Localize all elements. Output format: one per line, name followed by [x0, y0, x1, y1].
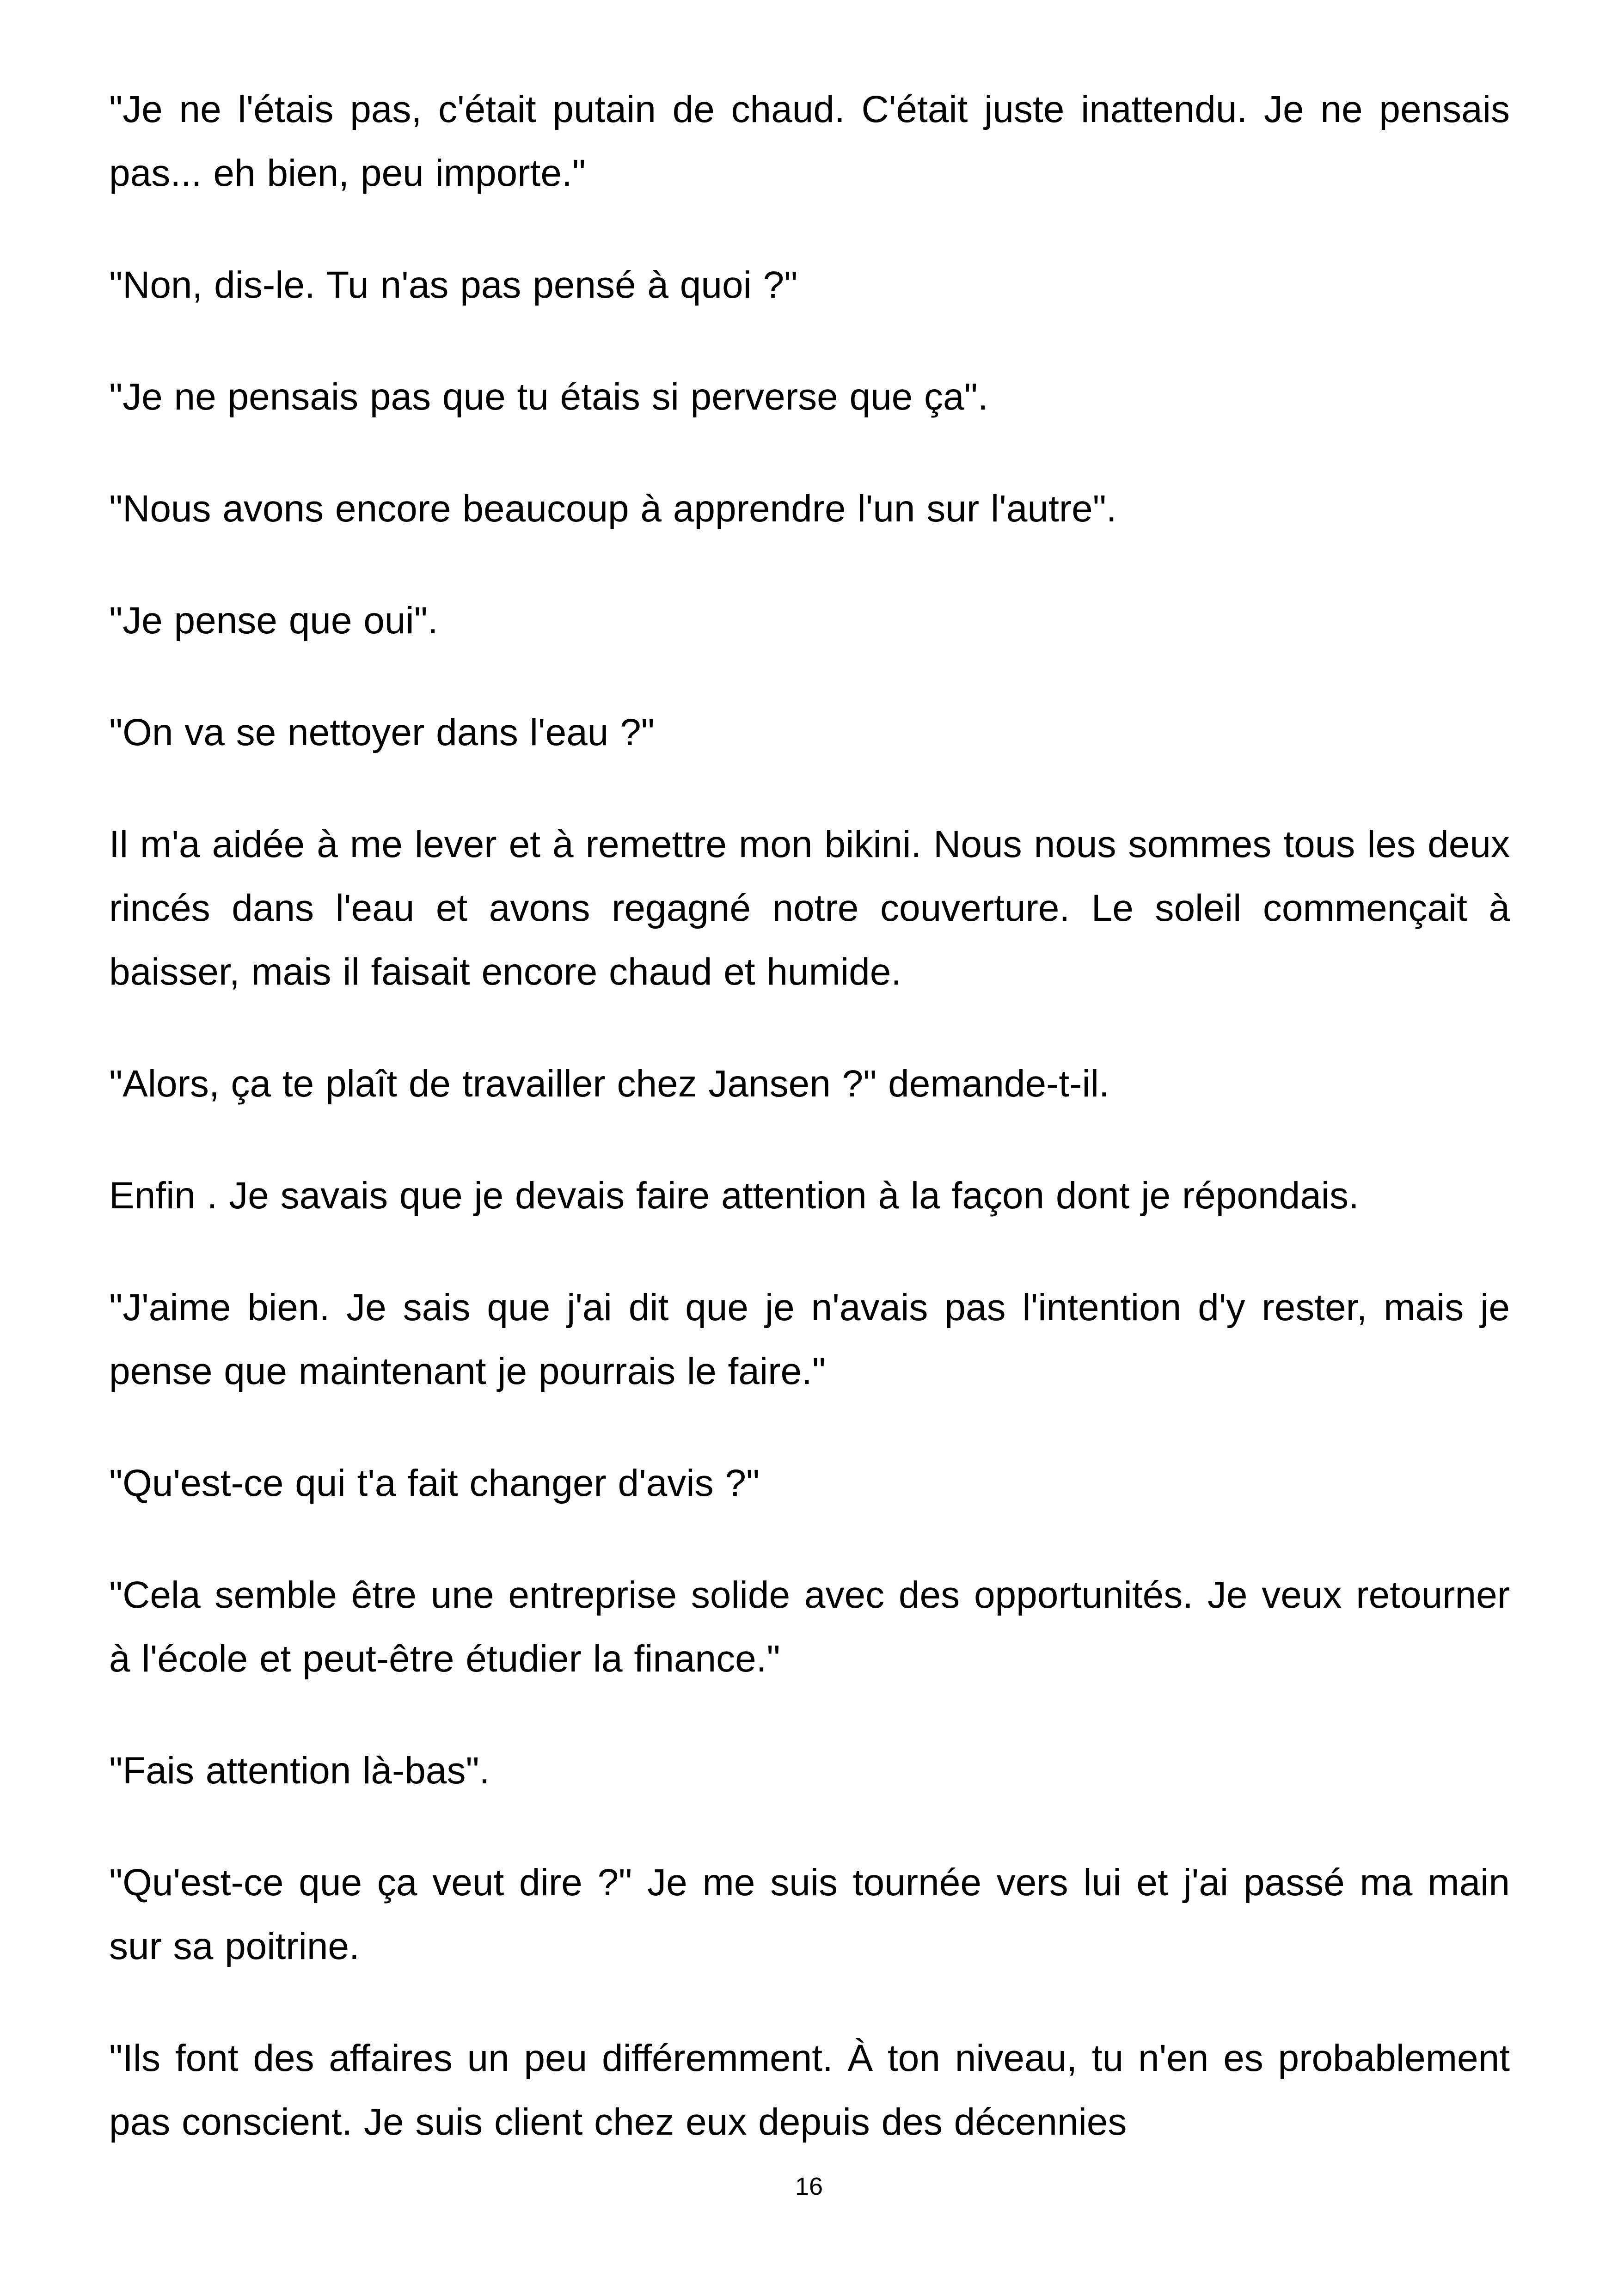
page-body [109, 78, 1510, 2202]
paragraph: Enfin . Je savais que je devais faire attention à la façon dont je répondais. [109, 1175, 1359, 1217]
paragraph: "Non, dis-le. Tu n'as pas pensé à quoi ?" [109, 264, 798, 306]
paragraph: "Qu'est-ce qui t'a fait changer d'avis ?" [109, 1462, 760, 1504]
paragraph: "Qu'est-ce que ça veut dire ?" Je me suis tournée vers lui et j'ai passé ma main sur sa poitrine. [109, 1861, 1510, 1967]
paragraph: "Nous avons encore beaucoup à apprendre l'un sur l'autre". [109, 488, 1117, 530]
paragraph: "On va se nettoyer dans l'eau ?" [109, 711, 655, 753]
paragraph: "J'aime bien. Je sais que j'ai dit que je n'avais pas l'intention d'y rester, mais je pense que maintenant je pourrais le faire." [109, 1286, 1510, 1392]
paragraph: "Je pense que oui". [109, 600, 438, 642]
paragraph: "Ils font des affaires un peu différemment. À ton niveau, tu n'en es probablement pas conscient. Je suis client chez eux depuis des décennies [109, 2037, 1510, 2143]
paragraph: "Cela semble être une entreprise solide avec des opportunités. Je veux retourner à l'école et peut-être étudier la finance." [109, 1574, 1510, 1680]
paragraph: "Alors, ça te plaît de travailler chez Jansen ?" demande-t-il. [109, 1063, 1109, 1105]
paragraph: Il m'a aidée à me lever et à remettre mon bikini. Nous nous sommes tous les deux rincés dans l'eau et avons regagné notre couverture. Le soleil commençait à baisser, mais il faisait encore chaud et humide. [109, 823, 1510, 993]
paragraph: "Fais attention là-bas". [109, 1750, 490, 1792]
paragraph: "Je ne pensais pas que tu étais si perverse que ça". [109, 376, 988, 418]
paragraph: "Je ne l'étais pas, c'était putain de chaud. C'était juste inattendu. Je ne pensais pas... eh bien, peu importe." [109, 88, 1510, 194]
page-number: 16 [795, 2173, 823, 2200]
